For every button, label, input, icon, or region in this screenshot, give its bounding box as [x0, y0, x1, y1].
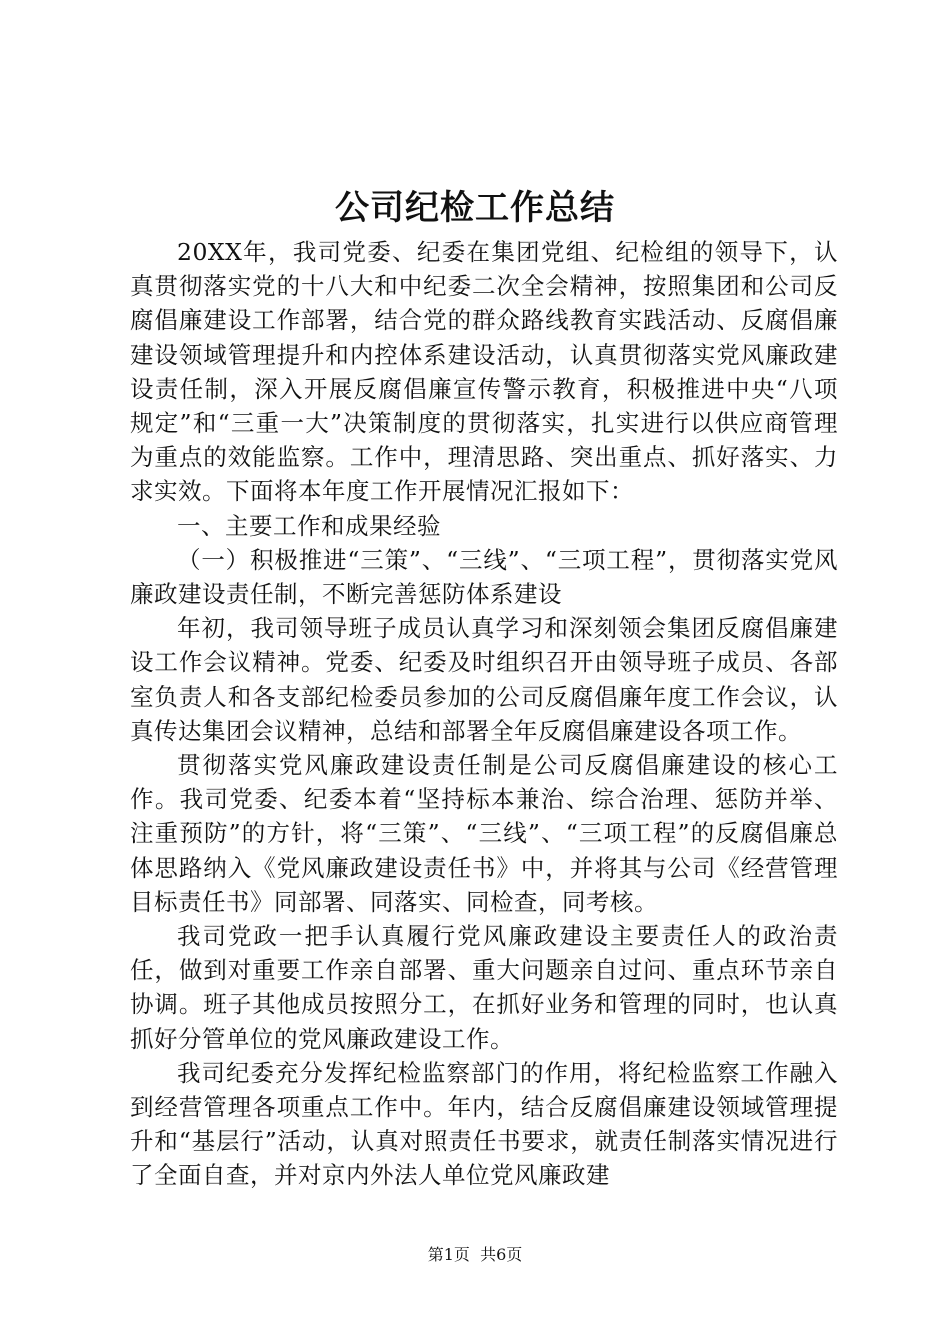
- page-footer: [0, 1243, 950, 1267]
- paragraph: 年初，我司领导班子成员认真学习和深刻领会集团反腐倡廉建设工作会议精神。党委、纪委及时组织召开由领导班子成员、各部室负责人和各支部纪检委员参加的公司反腐倡廉年度工作会议，认真传达集团会议精神，总结和部署全年反腐倡廉建设各项工作。: [130, 614, 838, 745]
- paragraph-intro: 20XX年，我司党委、纪委在集团党组、纪检组的领导下，认真贯彻落实党的十八大和中纪委二次全会精神，按照集团和公司反腐倡廉建设工作部署，结合党的群众路线教育实践活动、反腐倡廉建设领域管理提升和内控体系建设活动，认真贯彻落实党风廉政建设责任制，深入开展反腐倡廉宣传警示教育，积极推进中央“八项规定”和“三重一大”决策制度的贯彻落实，扎实进行以供应商管理为重点的效能监察。工作中，理清思路、突出重点、抓好落实、力求实效。下面将本年度工作开展情况汇报如下：: [130, 238, 838, 506]
- paragraph: 我司党政一把手认真履行党风廉政建设主要责任人的政治责任，做到对重要工作亲自部署、重大问题亲自过问、重点环节亲自协调。班子其他成员按照分工，在抓好业务和管理的同时，也认真抓好分管单位的党风廉政建设工作。: [130, 922, 838, 1053]
- document-title: 公司纪检工作总结: [335, 188, 615, 228]
- page-number: 第1页: [427, 1245, 470, 1264]
- paragraph: 我司纪委充分发挥纪检监察部门的作用，将纪检监察工作融入到经营管理各项重点工作中。年内，结合反腐倡廉建设领域管理提升和“基层行”活动，认真对照责任书要求，就责任制落实情况进行了全面自查，并对京内外法人单位党风廉政建: [130, 1058, 838, 1190]
- document-body: [130, 235, 838, 1193]
- paragraph: 贯彻落实党风廉政建设责任制是公司反腐倡廉建设的核心工作。我司党委、纪委本着“坚持标本兼治、综合治理、惩防并举、注重预防”的方针，将“三策”、“三线”、“三项工程”的反腐倡廉总体思路纳入《党风廉政建设责任书》中，并将其与公司《经营管理目标责任书》同部署、同落实、同检查，同考核。: [130, 751, 838, 916]
- page-total: 共6页: [480, 1245, 523, 1264]
- section-heading: 一、主要工作和成果经验: [177, 511, 441, 540]
- subsection-heading: （一）积极推进“三策”、“三线”、“三项工程”，贯彻落实党风廉政建设责任制，不断完善惩防体系建设: [130, 545, 838, 609]
